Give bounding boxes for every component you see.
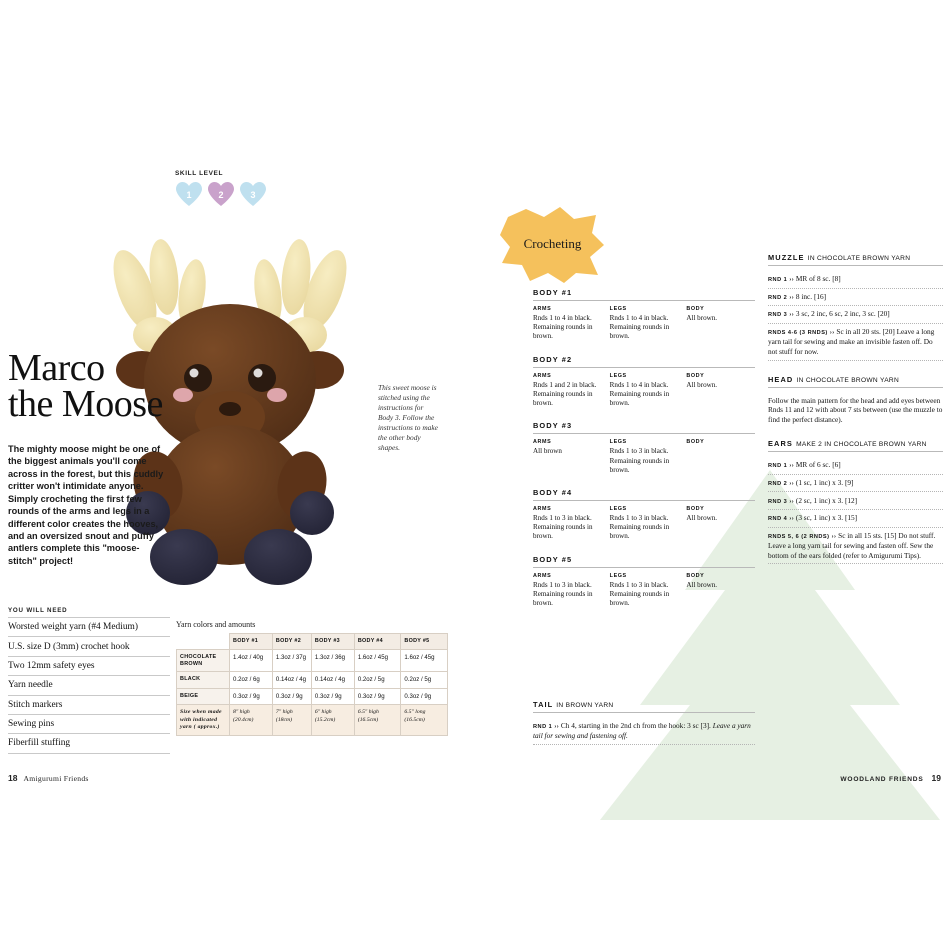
cell: 8" high (20.4cm): [230, 705, 273, 735]
body-2-body: [686, 373, 755, 409]
body-3-arms: [533, 439, 602, 475]
arms-heading: ARMS: [533, 572, 552, 579]
arms-heading: ARMS: [533, 439, 552, 446]
tail-rnd-1: [533, 718, 755, 745]
head-title-text: HEAD: [768, 374, 794, 384]
list-item: Two 12mm safety eyes: [8, 657, 170, 676]
ears-section: [768, 439, 943, 564]
row-label: BEIGE: [177, 688, 230, 705]
body-section-3: [533, 421, 755, 475]
rnd-label: RNDS 4-6 (3 RNDS) ››: [768, 330, 835, 337]
cell: 6.5" long (16.5cm): [401, 705, 448, 735]
tail-title: [533, 700, 755, 713]
rnd-text: (1 sc, 1 inc) x 3. [9]: [795, 477, 854, 487]
body-5-legs: [610, 573, 679, 609]
col-body-1: BODY #1: [230, 634, 273, 650]
rnd-label: RND 1 ››: [768, 463, 795, 470]
body-section-4: [533, 488, 755, 542]
list-item: Yarn needle: [8, 676, 170, 695]
tail-subtitle: IN BROWN YARN: [556, 702, 614, 709]
cell: 1.3oz / 36g: [311, 649, 354, 672]
table-row: [177, 649, 448, 672]
head-section: [768, 375, 943, 426]
list-item: U.S. size D (3mm) crochet hook: [8, 637, 170, 656]
rnd-label: RND 2 ››: [768, 294, 795, 301]
photo-caption: This sweet moose is stitched using the instructions for Body 3. Follow the instructions to make the other body shapes.: [378, 383, 438, 452]
legs-heading: LEGS: [609, 306, 627, 312]
skill-level-block: [175, 170, 267, 207]
body-heading: BODY: [686, 372, 705, 379]
crocheting-burst: [500, 205, 605, 283]
cell: 1.3oz / 37g: [272, 649, 311, 672]
skill-heart-2-label: 2: [218, 190, 224, 200]
title-line-1: Marco: [8, 347, 105, 389]
cell: 0.3oz / 9g: [401, 688, 448, 705]
cell: 0.3oz / 9g: [354, 688, 401, 705]
legs-text: Rnds 1 to 3 in black. Remaining rounds in brown.: [609, 580, 670, 608]
rnd-label: RND 3 ››: [768, 312, 795, 319]
body-heading: BODY: [686, 505, 705, 512]
rnd-text: MR of 6 sc. [6]: [795, 460, 841, 470]
intro-paragraph: The mighty moose might be one of the biggest animals you'll come across in the forest, but this cuddly critter won't intimidate anyone. Simply crocheting the first few rounds of the arms and legs in a different color creates the hooves, and an oversized snout and puffy antlers complete this "moose-stitch" project!: [8, 444, 164, 566]
body-5-title: BODY #5: [533, 555, 755, 568]
body-section-1: [533, 288, 755, 342]
body-3-body: [686, 439, 755, 475]
body-text: All brown.: [686, 314, 718, 322]
rnd-text: Sc in all 20 sts. [20] Leave a long yarn tail for sewing and make an invisible fasten off. Do not stuff for now.: [768, 327, 935, 356]
row-label: Size when made with indicated yarn ( approx.): [177, 705, 230, 735]
cell: 6.5" high (16.5cm): [354, 705, 401, 735]
rnd-text: MR of 8 sc. [8]: [795, 274, 841, 284]
skill-heart-1-label: 1: [186, 190, 192, 200]
arms-text: Rnds 1 to 3 in black. Remaining rounds in brown.: [533, 580, 593, 608]
skill-heart-3: [239, 181, 267, 207]
col-body-5: BODY #5: [401, 634, 448, 650]
muzzle-subtitle: IN CHOCOLATE BROWN YARN: [807, 255, 911, 262]
page-title: [8, 347, 198, 426]
body-3-legs: [610, 439, 679, 475]
skill-level-hearts: [175, 181, 267, 207]
body-3-title: BODY #3: [533, 421, 755, 434]
col-body-2: BODY #2: [272, 634, 311, 650]
cell: 6" high (15.2cm): [311, 705, 354, 735]
muzzle-rnd-2: [768, 289, 943, 307]
row-label: CHOCOLATE BROWN: [177, 649, 230, 672]
ears-rnd-1: [768, 457, 943, 475]
muzzle-rnd-3: [768, 306, 943, 324]
body-1-arms: [533, 306, 602, 342]
arms-text: Rnds 1 to 3 in black. Remaining rounds in brown.: [533, 513, 593, 541]
muzzle-rnd-4-6: [768, 324, 943, 361]
list-item: Worsted weight yarn (#4 Medium): [8, 617, 170, 637]
body-2-legs: [610, 373, 679, 409]
body-2-title: BODY #2: [533, 355, 755, 368]
skill-heart-2: [207, 181, 235, 207]
rnd-label: RND 1 ››: [768, 277, 795, 284]
body-text: All brown.: [686, 580, 718, 589]
body-4-body: [686, 506, 755, 542]
head-subtitle: IN CHOCOLATE BROWN YARN: [796, 376, 900, 384]
folio-right: [840, 773, 941, 783]
ears-rnd-5-6: [768, 528, 943, 565]
muzzle-title: [768, 253, 943, 266]
folio-left: [8, 773, 89, 783]
cell: 0.2oz / 5g: [354, 672, 401, 689]
muzzle-rnd-1: [768, 271, 943, 289]
bodies-column: [533, 288, 755, 621]
rnd-text: (2 sc, 1 inc) x 3. [12]: [795, 495, 858, 505]
tail-title-text: TAIL: [533, 700, 554, 709]
body-section-5: [533, 555, 755, 609]
body-text: All brown.: [686, 380, 718, 389]
body-2-arms: [533, 373, 602, 409]
row-label: BLACK: [177, 672, 230, 689]
col-body-4: BODY #4: [354, 634, 401, 650]
legs-text: Rnds 1 to 3 in black. Remaining rounds in brown.: [609, 447, 670, 474]
table-header-row: [177, 634, 448, 650]
skill-level-label: SKILL LEVEL: [175, 170, 224, 177]
ears-title-text: EARS: [768, 439, 793, 449]
table-row-size: [177, 705, 448, 735]
skill-heart-1: [175, 181, 203, 207]
list-item: Sewing pins: [8, 715, 170, 734]
col-body-3: BODY #3: [311, 634, 354, 650]
list-item: Fiberfill stuffing: [8, 734, 170, 753]
rnd-label: RND 4 ››: [768, 516, 795, 523]
rnd-label: RND 2 ››: [768, 480, 795, 487]
rnd-text: Ch 4, starting in the 2nd ch from the hook: 3 sc [3].: [560, 721, 711, 731]
cell: 7" high (18cm): [272, 705, 311, 735]
cell: 1.6oz / 45g: [401, 649, 448, 672]
parts-column: [768, 253, 943, 578]
list-item: Stitch markers: [8, 696, 170, 715]
folio-left-number: 18: [8, 773, 18, 783]
arms-text: Rnds 1 and 2 in black. Remaining rounds in brown.: [533, 380, 597, 408]
muzzle-section: [768, 253, 943, 361]
rnd-text: 8 inc. [16]: [795, 291, 827, 301]
rnd-label: RNDS 5, 6 (2 RNDS) ››: [768, 533, 837, 540]
body-4-legs: [610, 506, 679, 542]
rnd-text-italic: Leave a yarn tail for sewing and fastening off.: [533, 721, 751, 741]
rnd-text: Sc in all 15 sts. [15] Do not stuff. Leave a long yarn tail for sewing and fasten off. Sew the bottom of the ears folded (refer to Amigurumi Tips).: [768, 530, 936, 560]
body-section-2: [533, 355, 755, 409]
ears-rnd-4: [768, 510, 943, 528]
body-1-legs: [610, 306, 679, 342]
folio-right-number: 19: [931, 773, 941, 783]
cell: 0.14oz / 4g: [272, 672, 311, 689]
body-4-arms: [533, 506, 602, 542]
cell: 0.3oz / 9g: [311, 688, 354, 705]
yarn-table-caption: Yarn colors and amounts: [176, 620, 256, 629]
you-will-need-list: [8, 617, 170, 754]
legs-heading: LEGS: [609, 439, 627, 446]
folio-left-text: Amigurumi Friends: [23, 774, 89, 783]
cell: 0.2oz / 6g: [230, 672, 273, 689]
legs-heading: LEGS: [609, 572, 627, 579]
cell: 0.2oz / 5g: [401, 672, 448, 689]
col-blank: [177, 634, 230, 650]
ears-subtitle: MAKE 2 IN CHOCOLATE BROWN YARN: [796, 441, 927, 449]
table-row: [177, 688, 448, 705]
cell: 0.3oz / 9g: [230, 688, 273, 705]
table-row: [177, 672, 448, 689]
cell: 0.14oz / 4g: [311, 672, 354, 689]
arms-heading: ARMS: [533, 306, 552, 312]
body-1-title: BODY #1: [533, 288, 755, 301]
cell: 0.3oz / 9g: [272, 688, 311, 705]
ears-title: [768, 439, 943, 452]
cell: 1.4oz / 40g: [230, 649, 273, 672]
head-title: [768, 375, 943, 388]
body-text: All brown.: [686, 513, 718, 522]
rnd-label: RND 3 ››: [768, 498, 795, 505]
arms-text: Rnds 1 to 4 in black. Remaining rounds in brown.: [533, 314, 593, 341]
legs-text: Rnds 1 to 4 in black. Remaining rounds in brown.: [609, 380, 670, 408]
arms-heading: ARMS: [533, 372, 552, 379]
rnd-text: (3 sc, 1 inc) x 3. [15]: [795, 513, 858, 523]
body-heading: BODY: [686, 439, 705, 446]
cell: 1.6oz / 45g: [354, 649, 401, 672]
folio-right-text: WOODLAND FRIENDS: [840, 776, 924, 783]
body-heading: BODY: [686, 306, 705, 312]
arms-heading: ARMS: [533, 505, 552, 512]
yarn-amounts-table: [176, 633, 448, 736]
ears-rnd-3: [768, 492, 943, 510]
legs-text: Rnds 1 to 4 in black. Remaining rounds in brown.: [609, 314, 670, 341]
title-line-2: the Moose: [8, 383, 163, 426]
legs-text: Rnds 1 to 3 in black. Remaining rounds in brown.: [609, 513, 670, 541]
legs-heading: LEGS: [609, 372, 627, 379]
legs-heading: LEGS: [609, 505, 627, 512]
skill-heart-3-label: 3: [250, 190, 256, 200]
body-1-body: [686, 306, 755, 342]
body-5-arms: [533, 573, 602, 609]
body-heading: BODY: [686, 572, 705, 579]
arms-text: All brown: [533, 447, 562, 456]
you-will-need-header: YOU WILL NEED: [8, 607, 68, 614]
rnd-label: RND 1 ››: [533, 724, 560, 731]
muzzle-title-text: MUZZLE: [768, 253, 805, 262]
body-5-body: [686, 573, 755, 609]
body-4-title: BODY #4: [533, 488, 755, 501]
rnd-text: 3 sc, 2 inc, 6 sc, 2 inc, 3 sc. [20]: [795, 309, 890, 319]
burst-label: Crocheting: [523, 236, 582, 251]
head-text: Follow the main pattern for the head and add eyes between Rnds 11 and 12 with about 7 sts between (use the muzzle to find the perfect distance).: [768, 395, 943, 425]
ears-rnd-2: [768, 475, 943, 493]
tail-section: [533, 700, 755, 745]
